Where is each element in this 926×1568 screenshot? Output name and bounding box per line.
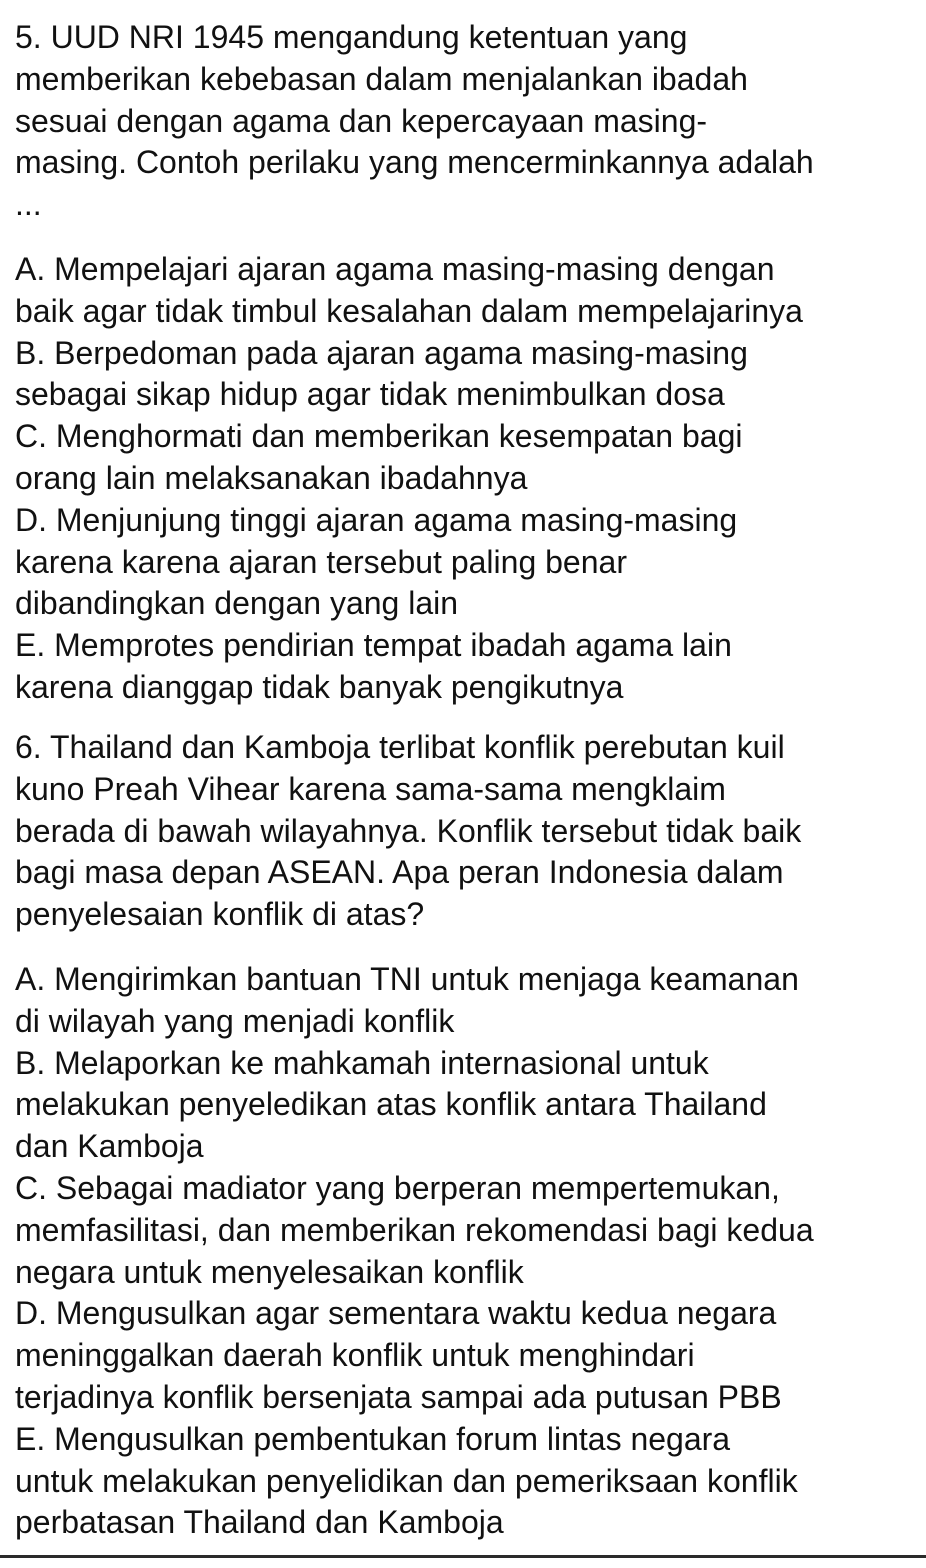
question-5-stem-line: ... (15, 186, 42, 223)
question-5-option-c-cont: orang lain melaksanakan ibadahnya (15, 459, 528, 496)
question-6-stem-line: 6. Thailand dan Kamboja terlibat konflik perebutan kuil (15, 729, 785, 765)
question-6-option-e-cont: untuk melakukan penyelidikan dan pemeriksaan konflik (15, 1462, 798, 1499)
question-5-stem-line: masing. Contoh perilaku yang mencerminkannya adalah (15, 144, 814, 181)
question-5-stem (15, 17, 915, 226)
question-6-option-d-cont: terjadinya konflik bersenjata sampai ada putusan PBB (15, 1378, 782, 1415)
question-6-option-c-cont: negara untuk menyelesaikan konflik (15, 1253, 524, 1290)
question-6-stem (15, 727, 915, 936)
question-6-option-c-cont: memfasilitasi, dan memberikan rekomendasi bagi kedua (15, 1211, 814, 1248)
question-5-stem-line: 5. UUD NRI 1945 mengandung ketentuan yang (15, 19, 688, 55)
question-5-option-b-cont: sebagai sikap hidup agar tidak menimbulkan dosa (15, 376, 725, 413)
question-6-stem-line: kuno Preah Vihear karena sama-sama mengklaim (15, 770, 726, 807)
question-6-option-c: C. Sebagai madiator yang berperan mempertemukan, (15, 1169, 780, 1206)
question-5-option-a-cont: baik agar tidak timbul kesalahan dalam mempelajarinya (15, 292, 803, 329)
question-6-option-b: B. Melaporkan ke mahkamah internasional untuk (15, 1044, 709, 1081)
question-6-stem-line: bagi masa depan ASEAN. Apa peran Indonesia dalam (15, 854, 784, 891)
question-6-option-a: A. Mengirimkan bantuan TNI untuk menjaga keamanan (15, 961, 799, 997)
question-6-option-a-cont: di wilayah yang menjadi konflik (15, 1002, 455, 1039)
question-5-option-e: E. Memprotes pendirian tempat ibadah agama lain (15, 627, 732, 664)
question-5-option-c: C. Menghormati dan memberikan kesempatan bagi (15, 418, 743, 455)
question-6-option-d-cont: meninggalkan daerah konflik untuk menghindari (15, 1337, 695, 1374)
question-6-stem-line: penyelesaian konflik di atas? (15, 896, 425, 933)
question-5-stem-line: sesuai dengan agama dan kepercayaan masing- (15, 102, 708, 139)
question-6-option-d: D. Mengusulkan agar sementara waktu kedua negara (15, 1295, 777, 1332)
question-5-option-d-cont: dibandingkan dengan yang lain (15, 585, 459, 622)
question-5-option-d-cont: karena karena ajaran tersebut paling benar (15, 543, 627, 580)
question-5-option-b: B. Berpedoman pada ajaran agama masing-masing (15, 334, 748, 371)
question-6-option-b-cont: melakukan penyeledikan atas konflik antara Thailand (15, 1086, 767, 1123)
question-5-option-d: D. Menjunjung tinggi ajaran agama masing-masing (15, 501, 738, 538)
question-6-stem-line: berada di bawah wilayahnya. Konflik tersebut tidak baik (15, 812, 802, 849)
bottom-divider (0, 1555, 926, 1558)
question-6-options (15, 959, 915, 1544)
question-5-option-a: A. Mempelajari ajaran agama masing-masing dengan (15, 251, 775, 287)
question-5-options (15, 249, 915, 709)
question-5-option-e-cont: karena dianggap tidak banyak pengikutnya (15, 668, 624, 705)
question-6-option-b-cont: dan Kamboja (15, 1128, 204, 1165)
question-6-option-e-cont: perbatasan Thailand dan Kamboja (15, 1504, 504, 1541)
question-5-stem-line: memberikan kebebasan dalam menjalankan ibadah (15, 60, 748, 97)
question-6-option-e: E. Mengusulkan pembentukan forum lintas negara (15, 1420, 731, 1457)
